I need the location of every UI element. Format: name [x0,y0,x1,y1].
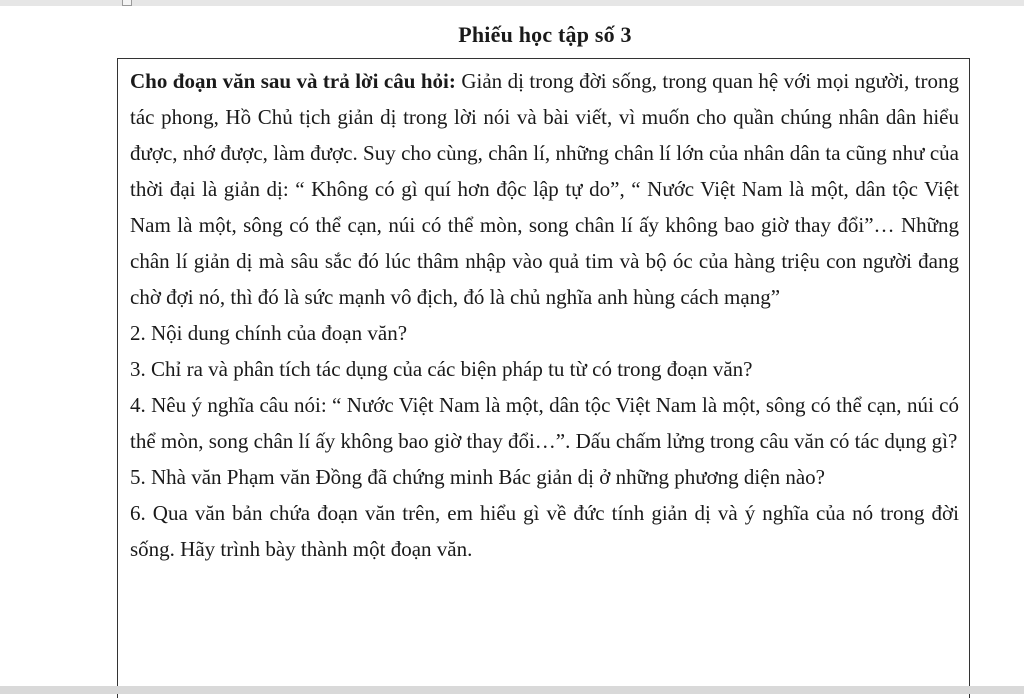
question-4: 4. Nêu ý nghĩa câu nói: “ Nước Việt Nam là một, dân tộc Việt Nam là một, sông có thể cạn, núi có thể mòn, song chân lí ấy không bao giờ thay đổi…”. Dấu chấm lửng trong câu văn có tác dụng gì? [130,393,959,453]
passage-paragraph [130,63,959,315]
question-6: 6. Qua văn bản chứa đoạn văn trên, em hiểu gì về đức tính giản dị và ý nghĩa của nó trong đời sống. Hãy trình bày thành một đoạn văn. [130,501,959,561]
worksheet-title: Phiếu học tập số 3 [458,22,632,47]
question-2: 2. Nội dung chính của đoạn văn? [130,321,408,345]
question-5: 5. Nhà văn Phạm văn Đồng đã chứng minh Bác giản dị ở những phương diện nào? [130,465,825,489]
question-3: 3. Chỉ ra và phân tích tác dụng của các biện pháp tu từ có trong đoạn văn? [130,357,753,381]
passage-text: Giản dị trong đời sống, trong quan hệ với mọi người, trong tác phong, Hồ Chủ tịch giản dị trong lời nói và bài viết, vì muốn cho quần chúng nhân dân hiểu được, nhớ được, làm được. Suy cho cùng, chân lí, những chân lí lớn của nhân dân ta cũng như của thời đại là giản dị: “ Không có gì quí hơn độc lập tự do”, “ Nước Việt Nam là một, dân tộc Việt Nam là một, sông có thể cạn, núi có thể mòn, song chân lí ấy không bao giờ thay đổi”… Những chân lí giản dị mà sâu sắc đó lúc thâm nhập vào quả tim và bộ óc của hàng triệu con người đang chờ đợi nó, thì đó là sức mạnh vô địch, đó là chủ nghĩa anh hùng cách mạng” [130,69,959,309]
question-box [117,58,970,698]
instruction-label: Cho đoạn văn sau và trả lời câu hỏi: [130,69,456,93]
bottom-scroll-strip [0,686,1024,694]
document-page [0,6,1024,686]
